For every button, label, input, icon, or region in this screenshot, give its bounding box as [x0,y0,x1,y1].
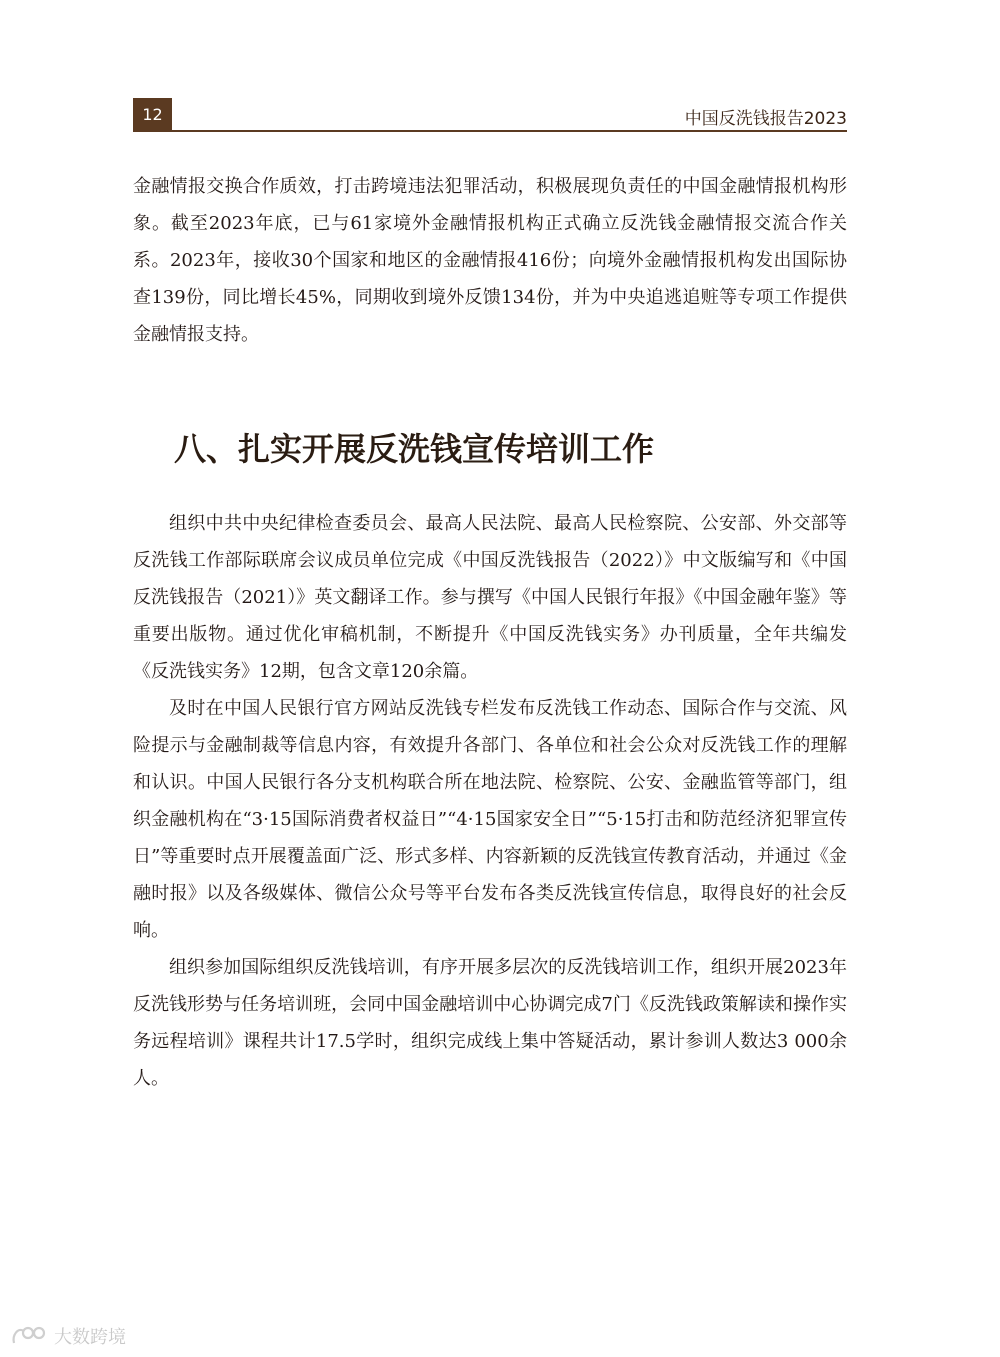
brand-logo-icon [10,1323,48,1349]
section-body [133,505,847,1097]
section-heading: 八、扎实开展反洗钱宣传培训工作 [174,430,655,468]
page-number: 12 [133,98,172,132]
section-paragraph-3: 组织参加国际组织反洗钱培训，有序开展多层次的反洗钱培训工作，组织开展2023年反洗钱形势与任务培训班，会同中国金融培训中心协调完成7门《反洗钱政策解读和操作实务远程培训》课程共计17.5学时，组织完成线上集中答疑活动，累计参训人数达3 000余人。 [133,957,847,1089]
section-paragraph-2: 及时在中国人民银行官方网站反洗钱专栏发布反洗钱工作动态、国际合作与交流、风险提示与金融制裁等信息内容，有效提升各部门、各单位和社会公众对反洗钱工作的理解和认识。中国人民银行各分支机构联合所在地法院、检察院、公安、金融监管等部门，组织金融机构在“3·15国际消费者权益日”“4·15国家安全日”“5·15打击和防范经济犯罪宣传日”等重要时点开展覆盖面广泛、形式多样、内容新颖的反洗钱宣传教育活动，并通过《金融时报》以及各级媒体、微信公众号等平台发布各类反洗钱宣传信息，取得良好的社会反响。 [133,698,847,941]
section-paragraph-1: 组织中共中央纪律检查委员会、最高人民法院、最高人民检察院、公安部、外交部等反洗钱工作部际联席会议成员单位完成《中国反洗钱报告（2022）》中文版编写和《中国反洗钱报告（2021）》英文翻译工作。参与撰写《中国人民银行年报》《中国金融年鉴》等重要出版物。通过优化审稿机制，不断提升《中国反洗钱实务》办刊质量，全年共编发《反洗钱实务》12期，包含文章120余篇。 [133,513,847,682]
watermark-text: 大数跨境 [54,1327,126,1348]
page-header [133,98,847,132]
header-rule [172,130,847,132]
intro-paragraph: 金融情报交换合作质效，打击跨境违法犯罪活动，积极展现负责任的中国金融情报机构形象。截至2023年底，已与61家境外金融情报机构正式确立反洗钱金融情报交流合作关系。2023年，接收30个国家和地区的金融情报416份；向境外金融情报机构发出国际协查139份，同比增长45%，同期收到境外反馈134份，并为中央追逃追赃等专项工作提供金融情报支持。 [133,176,847,345]
running-title: 中国反洗钱报告2023 [684,109,847,129]
watermark [10,1323,126,1349]
